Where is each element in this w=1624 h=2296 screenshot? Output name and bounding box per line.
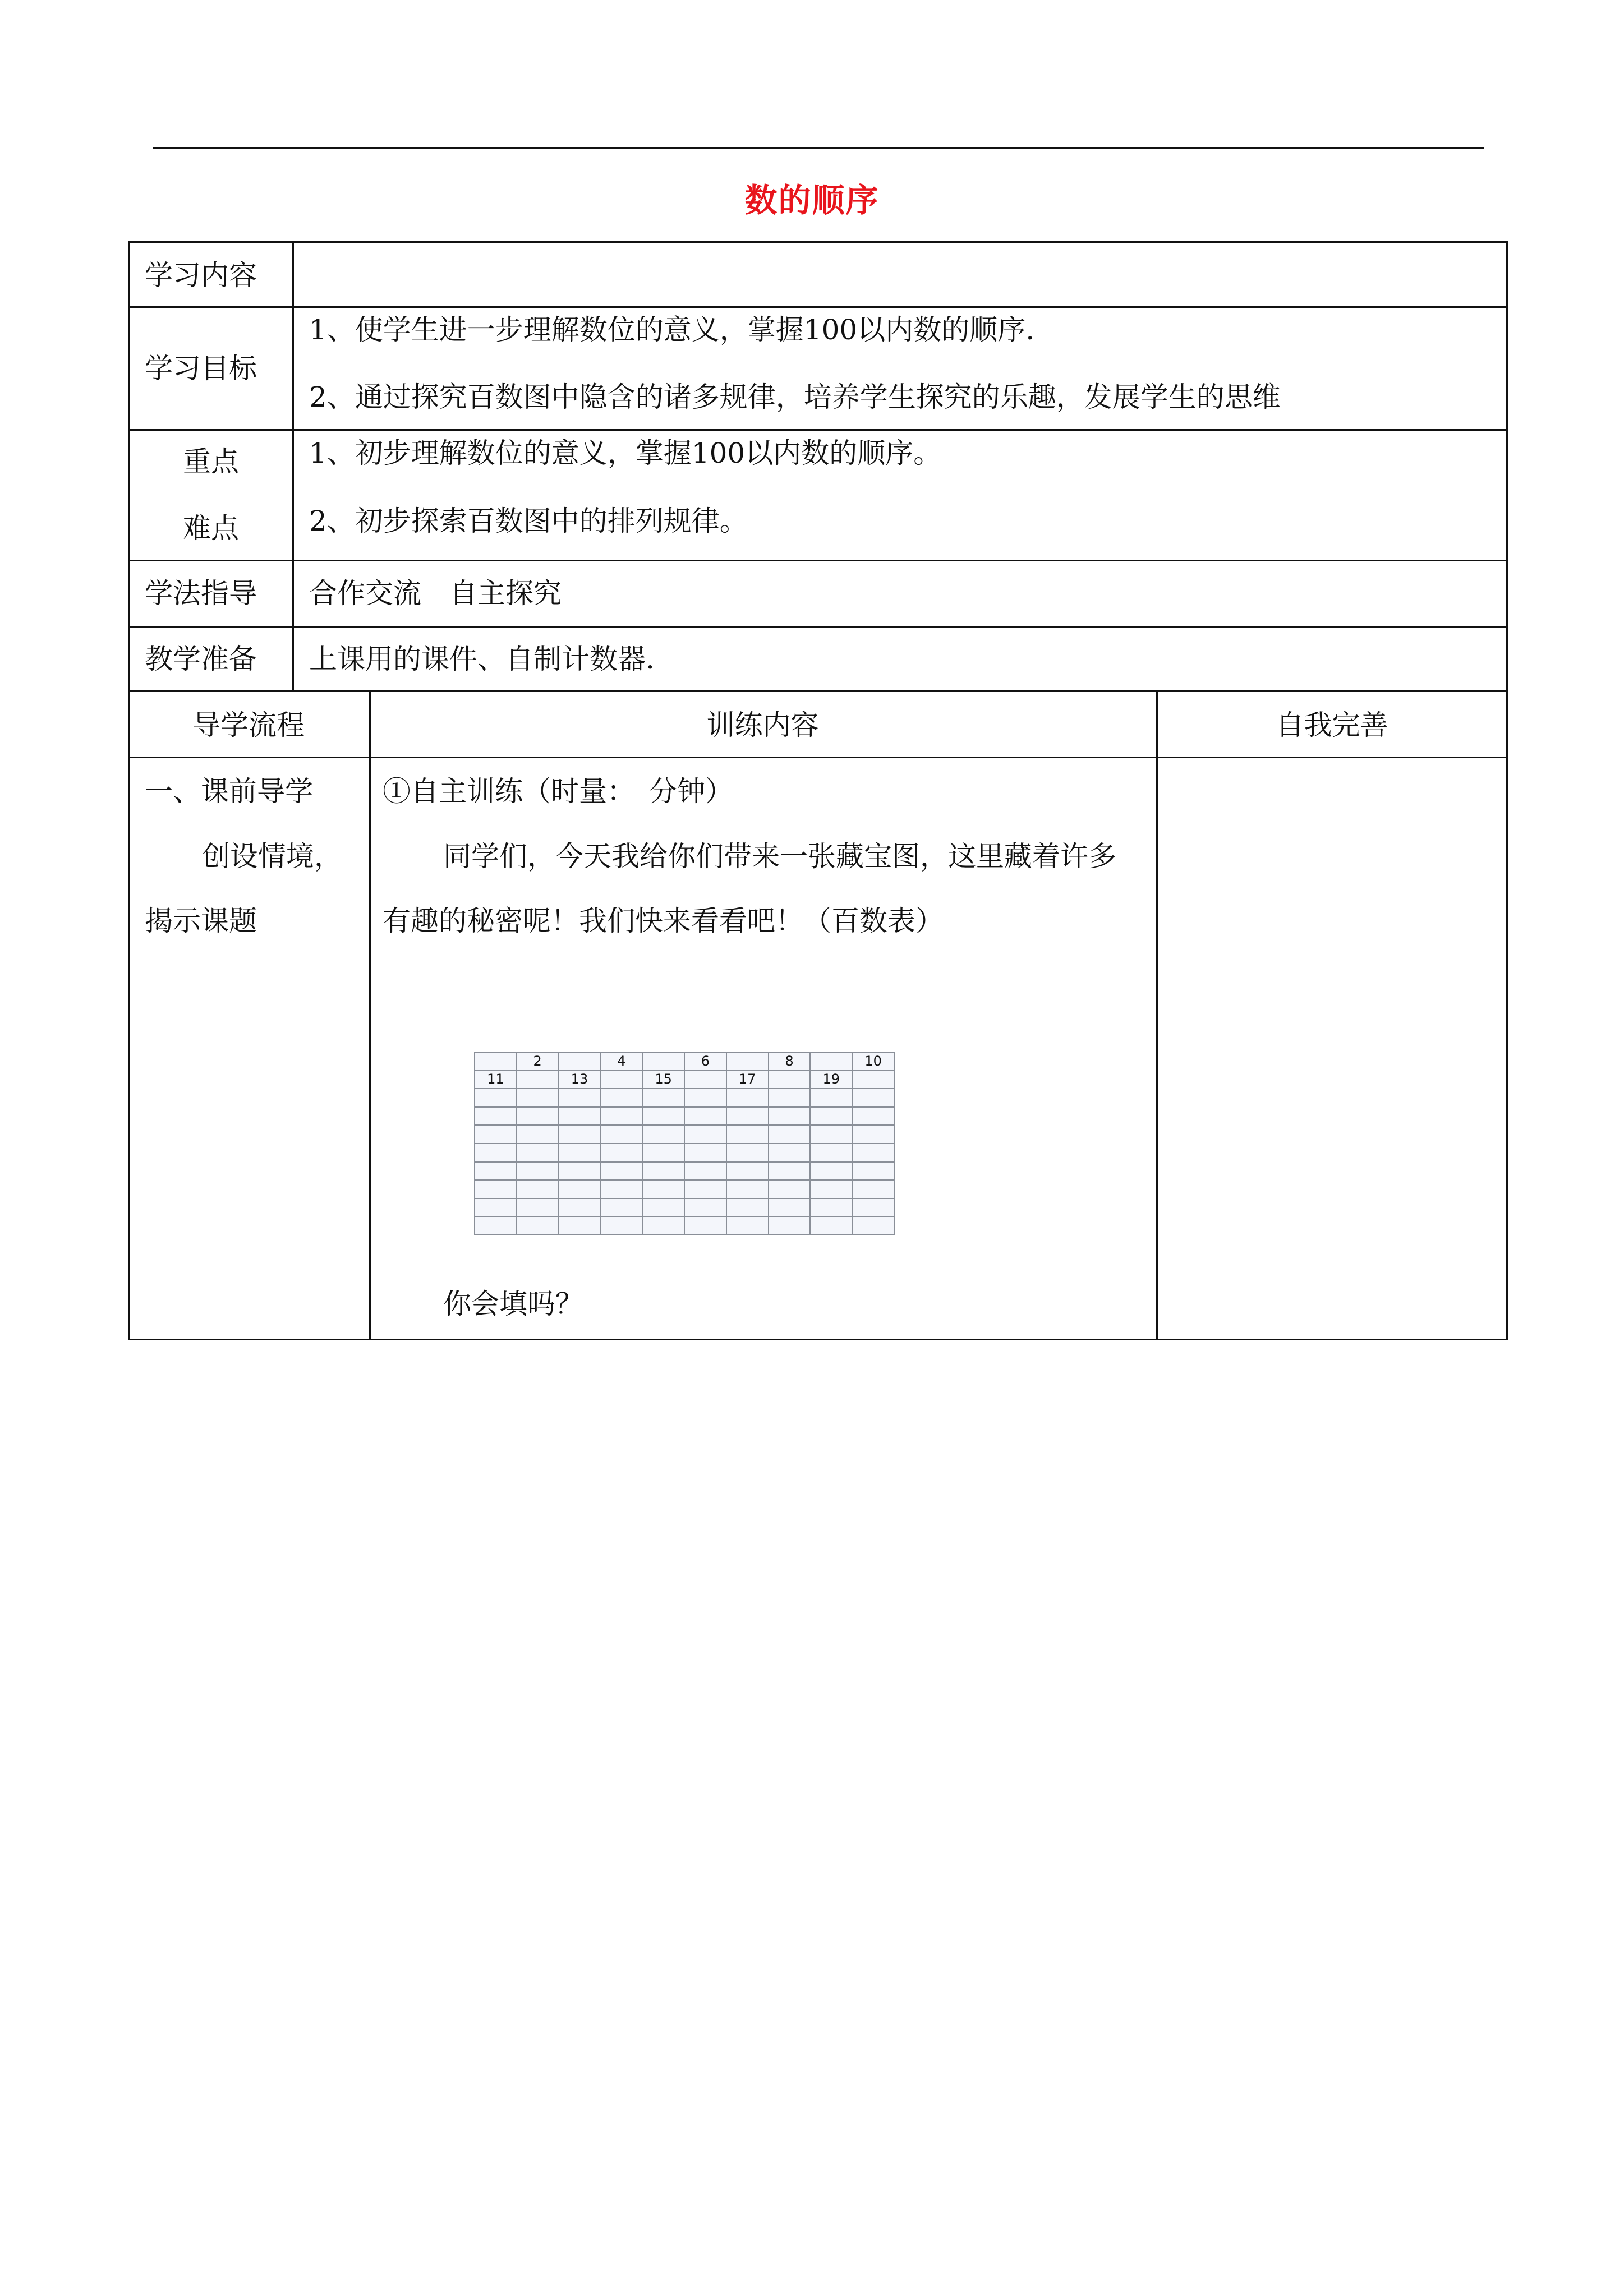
grid-cell — [517, 1089, 559, 1107]
flow-header-training: 训练内容 — [706, 709, 819, 741]
grid-cell — [475, 1162, 517, 1181]
grid-cell — [559, 1107, 601, 1126]
grid-cell — [810, 1144, 852, 1162]
grid-cell — [852, 1216, 894, 1235]
grid-cell — [517, 1198, 559, 1217]
prep-value: 上课用的课件、自制计数器. — [309, 643, 655, 675]
grid-row — [475, 1125, 894, 1144]
grid-cell — [517, 1107, 559, 1126]
grid-cell — [852, 1180, 894, 1198]
grid-cell — [810, 1198, 852, 1217]
grid-cell — [769, 1089, 811, 1107]
grid-cell — [475, 1125, 517, 1144]
flow-step-title: 一、课前导学 — [145, 775, 313, 808]
grid-cell — [600, 1198, 642, 1217]
grid-cell — [475, 1180, 517, 1198]
grid-cell: 4 — [600, 1052, 642, 1071]
grid-cell — [600, 1071, 642, 1089]
grid-cell — [559, 1198, 601, 1217]
method-label: 学法指导 — [145, 577, 257, 610]
question-text: 你会填吗？ — [443, 1288, 583, 1320]
grid-cell — [517, 1162, 559, 1181]
grid-cell — [684, 1216, 726, 1235]
grid-cell — [642, 1162, 684, 1181]
grid-cell — [684, 1071, 726, 1089]
grid-cell — [559, 1125, 601, 1144]
grid-cell — [642, 1107, 684, 1126]
grid-cell — [726, 1144, 769, 1162]
grid-cell — [684, 1125, 726, 1144]
grid-cell — [517, 1144, 559, 1162]
grid-cell — [810, 1162, 852, 1181]
grid-cell — [769, 1162, 811, 1181]
grid-cell — [517, 1071, 559, 1089]
grid-cell — [810, 1125, 852, 1144]
grid-cell: 13 — [559, 1071, 601, 1089]
grid-row — [475, 1107, 894, 1126]
grid-cell — [769, 1144, 811, 1162]
info-column-divider — [292, 241, 294, 692]
grid-row — [475, 1180, 894, 1198]
grid-cell — [810, 1216, 852, 1235]
grid-cell — [810, 1089, 852, 1107]
info-divider — [128, 560, 1508, 561]
grid-cell — [769, 1216, 811, 1235]
grid-cell — [517, 1125, 559, 1144]
grid-cell — [642, 1089, 684, 1107]
grid-cell — [559, 1180, 601, 1198]
grid-cell — [726, 1107, 769, 1126]
grid-cell — [852, 1125, 894, 1144]
grid-cell — [726, 1162, 769, 1181]
grid-cell: 2 — [517, 1052, 559, 1071]
grid-cell — [726, 1089, 769, 1107]
grid-cell: 15 — [642, 1071, 684, 1089]
grid-cell — [600, 1180, 642, 1198]
flow-header-divider — [128, 757, 1508, 758]
grid-row — [475, 1052, 894, 1071]
grid-row — [475, 1089, 894, 1107]
key-item: 1、初步理解数位的意义，掌握100以内数的顺序。 — [309, 437, 942, 469]
grid-cell — [769, 1180, 811, 1198]
grid-cell — [475, 1052, 517, 1071]
grid-cell — [475, 1216, 517, 1235]
flow-table — [128, 690, 1508, 1340]
grid-cell: 11 — [475, 1071, 517, 1089]
grid-cell — [642, 1125, 684, 1144]
key-item: 2、初步探索百数图中的排列规律。 — [309, 505, 748, 537]
grid-cell — [684, 1162, 726, 1181]
hundred-chart — [474, 1052, 895, 1235]
grid-cell — [726, 1198, 769, 1217]
grid-cell: 8 — [769, 1052, 811, 1071]
grid-row — [475, 1162, 894, 1181]
goals-label: 学习目标 — [145, 352, 257, 385]
grid-cell — [726, 1052, 769, 1071]
grid-cell — [684, 1107, 726, 1126]
grid-cell: 10 — [852, 1052, 894, 1071]
goal-item: 2、通过探究百数图中隐含的诸多规律，培养学生探究的乐趣，发展学生的思维 — [309, 381, 1281, 413]
grid-cell: 6 — [684, 1052, 726, 1071]
info-divider — [128, 626, 1508, 628]
grid-cell — [726, 1180, 769, 1198]
grid-cell — [600, 1089, 642, 1107]
method-value: 合作交流 自主探究 — [309, 577, 562, 610]
header-rule — [153, 147, 1484, 149]
grid-cell — [684, 1089, 726, 1107]
flow-step-sub: 创设情境， — [202, 840, 342, 873]
grid-cell — [810, 1052, 852, 1071]
flow-step-sub: 揭示课题 — [145, 905, 257, 937]
grid-cell — [559, 1162, 601, 1181]
training-heading: ①自主训练（时量： 分钟） — [383, 775, 733, 808]
grid-cell — [559, 1216, 601, 1235]
grid-cell — [475, 1107, 517, 1126]
grid-row — [475, 1216, 894, 1235]
difficulties-label: 难点 — [183, 512, 239, 545]
grid-cell — [852, 1144, 894, 1162]
grid-cell — [642, 1144, 684, 1162]
grid-cell — [852, 1162, 894, 1181]
grid-cell — [475, 1089, 517, 1107]
goal-item: 1、使学生进一步理解数位的意义，掌握100以内数的顺序. — [309, 313, 1035, 346]
grid-cell — [684, 1180, 726, 1198]
grid-cell — [475, 1198, 517, 1217]
prep-label: 教学准备 — [145, 643, 257, 675]
grid-cell — [684, 1198, 726, 1217]
grid-cell — [769, 1198, 811, 1217]
flow-column-divider — [369, 690, 371, 1340]
intro-text: 同学们，今天我给你们带来一张藏宝图，这里藏着许多 — [443, 840, 1116, 873]
grid-cell — [684, 1144, 726, 1162]
grid-cell — [600, 1125, 642, 1144]
content-label: 学习内容 — [145, 259, 257, 292]
flow-header-process: 导学流程 — [192, 709, 305, 741]
flow-header-self-improve: 自我完善 — [1276, 709, 1388, 741]
intro-text: 有趣的秘密呢！我们快来看看吧！（百数表） — [383, 905, 944, 937]
hundred-chart-grid — [474, 1052, 895, 1235]
grid-cell — [517, 1216, 559, 1235]
grid-cell — [642, 1198, 684, 1217]
grid-cell — [642, 1216, 684, 1235]
info-divider — [128, 429, 1508, 431]
grid-cell — [852, 1089, 894, 1107]
grid-cell — [559, 1089, 601, 1107]
grid-cell — [642, 1052, 684, 1071]
grid-cell — [810, 1180, 852, 1198]
grid-cell — [559, 1144, 601, 1162]
page-title: 数的顺序 — [744, 181, 880, 219]
grid-cell — [475, 1144, 517, 1162]
grid-cell — [517, 1180, 559, 1198]
grid-cell — [769, 1107, 811, 1126]
grid-cell — [642, 1180, 684, 1198]
grid-cell — [600, 1107, 642, 1126]
grid-cell — [769, 1071, 811, 1089]
grid-cell — [810, 1107, 852, 1126]
grid-cell — [600, 1216, 642, 1235]
grid-cell: 19 — [810, 1071, 852, 1089]
grid-cell — [600, 1144, 642, 1162]
grid-row — [475, 1144, 894, 1162]
grid-cell — [726, 1125, 769, 1144]
grid-cell — [852, 1071, 894, 1089]
grid-row — [475, 1198, 894, 1217]
grid-cell — [559, 1052, 601, 1071]
grid-cell: 17 — [726, 1071, 769, 1089]
flow-column-divider — [1156, 690, 1158, 1340]
grid-cell — [852, 1107, 894, 1126]
grid-cell — [769, 1125, 811, 1144]
grid-cell — [852, 1198, 894, 1217]
grid-cell — [600, 1162, 642, 1181]
info-divider — [128, 306, 1508, 308]
key-points-label: 重点 — [183, 445, 239, 478]
grid-row — [475, 1071, 894, 1089]
grid-cell — [726, 1216, 769, 1235]
